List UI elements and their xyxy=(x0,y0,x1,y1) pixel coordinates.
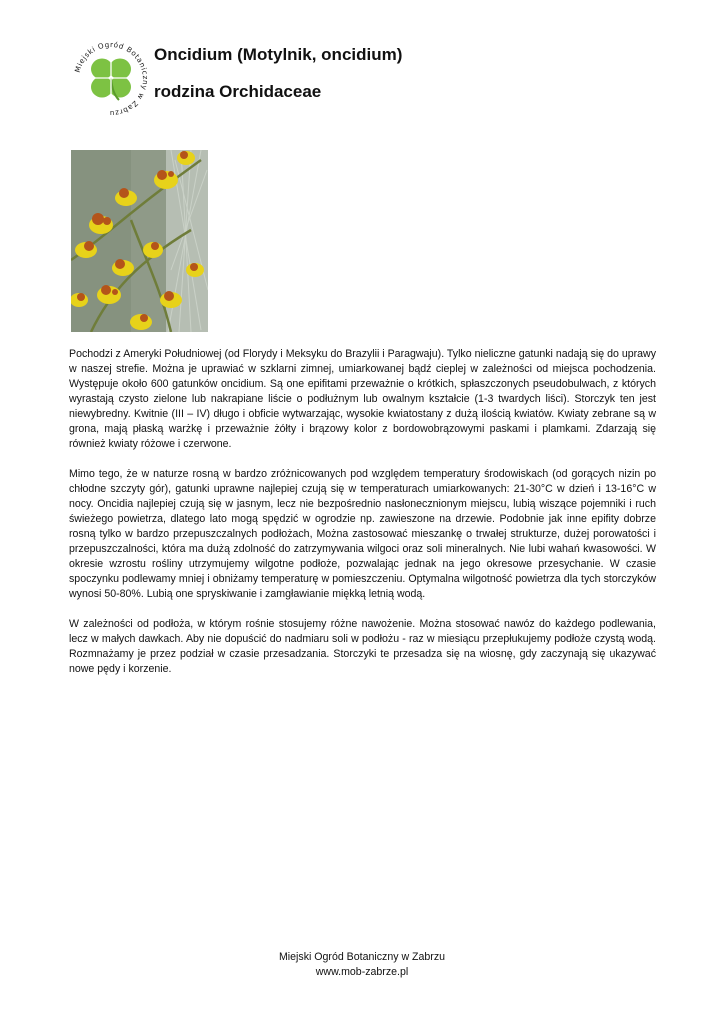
article-body xyxy=(69,347,656,692)
footer-website: www.mob-zabrze.pl xyxy=(315,966,409,978)
garden-logo xyxy=(72,40,150,118)
page-footer xyxy=(0,950,724,980)
orchid-photo-icon xyxy=(71,150,208,332)
clover-logo-icon xyxy=(72,40,150,118)
orchid-photo xyxy=(71,150,208,332)
paragraph-fertilizing: W zależności od podłoża, w którym rośnie stosujemy różne nawożenie. Można stosować nawóz do każdego podlewania, lecz w małych dawkach. Aby nie dopuścić do nadmiaru soli w podłożu - raz w miesiącu przepłukujemy podłoże czystą wodą. Rozmnażamy je przez podział w czasie przesadzania. Storczyki te przesadza się na wiosnę, gdy zaczynają się ukazywać nowe pędy i korzenie. xyxy=(69,618,656,675)
page-title: Oncidium (Motylnik, oncidium) xyxy=(154,45,403,64)
footer-organization: Miejski Ogród Botaniczny w Zabrzu xyxy=(278,951,446,963)
paragraph-cultivation: Mimo tego, że w naturze rosną w bardzo zróżnicowanych pod względem temperatury środowiskach (od gorących nizin po chłodne szczyty gór), gatunki uprawne najlepiej czują się w temperaturach umiarkowanych: 21-30°C w dzień i 13-16°C w nocy. Oncidia najlepiej czują się w jasnym, lecz nie bezpośrednio nasłonecznionym miejscu, lubią wiszące pojemniki i ruch świeżego powietrza, dlatego lato mogą spędzić w ogrodzie np. zawieszone na drzewie. Podobnie jak inne epifity dobrze rosną tylko w bardzo przepuszczalnych podłożach, Można zastosować mieszankę o trwałej strukturze, dużej porowatości i przepuszczalności, która ma dużą zdolność do zatrzymywania wilgoci oraz soli mineralnych. Nie lubi wahań kwasowości. W okresie wzrostu rośliny utrzymujemy wilgotne podłoże, pozwalając jednak na jego okresowe przesychanie. W czasie spoczynku podlewamy mniej i obniżamy temperaturę w pomieszczeniu. Optymalna wilgotność powietrza dla tych storczyków wynosi 50-80%. Lubią one spryskiwanie i zamgławianie miękką letnią wodą. xyxy=(69,468,656,600)
logo-ring-text: Miejski Ogród Botaniczny w Zabrzu xyxy=(72,40,150,118)
paragraph-origin: Pochodzi z Ameryki Południowej (od Florydy i Meksyku do Brazylii i Paragwaju). Tylko nieliczne gatunki nadają się do uprawy w naszej strefie. Można je uprawiać w szklarni zimnej, umiarkowanej bądź cieplej w zależności od miejsca pochodzenia. Występuje około 600 gatunków oncidium. Są one epifitami przeważnie o krótkich, spłaszczonych pseudobulwach, z których wyrastają czysto zielone lub nakrapiane liście o podłużnym lub owalnym kształcie (1-3 twardych liści). Storczyk ten jest niewybredny. Kwitnie (III – IV) długo i obficie wytwarzając, wysokie kwiatostany z dużą ilością kwiatów. Kwiaty zebrane są w grona, mają płaską warżkę i przeważnie żółty i brązowy kolor z bordowobrązowymi paskami i plamkami. Zdarzają się również kwiaty różowe i czerwone. xyxy=(69,348,656,450)
page-subtitle: rodzina Orchidaceae xyxy=(154,82,322,101)
